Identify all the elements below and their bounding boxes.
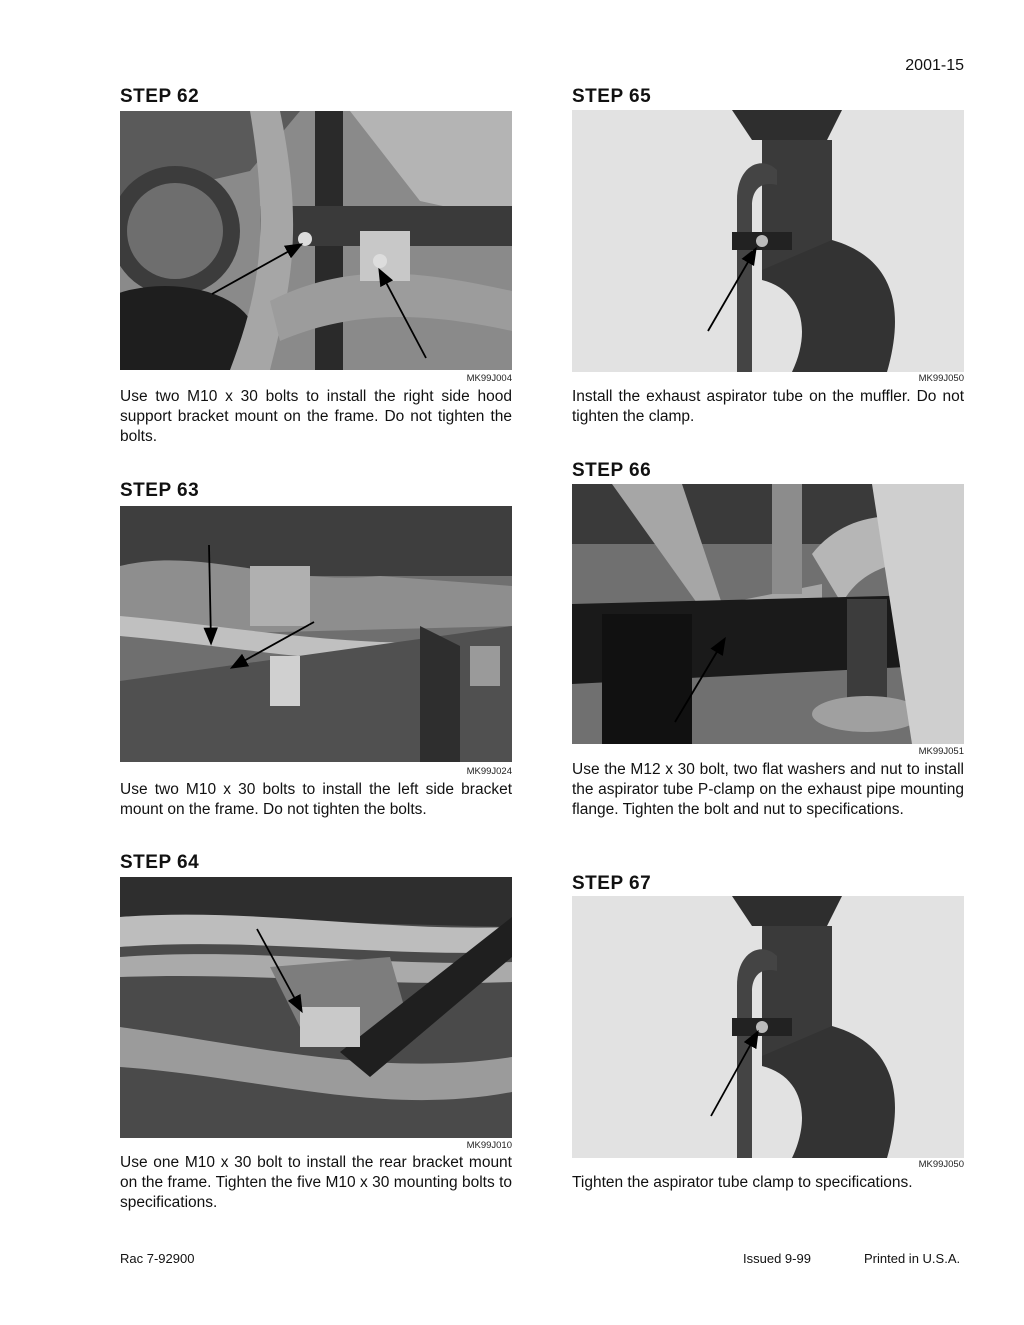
step-66-arrows <box>572 484 964 744</box>
step-62-code: MK99J004 <box>466 373 512 384</box>
step-64-photo <box>120 877 512 1138</box>
step-67-arrows <box>572 896 964 1158</box>
step-64-title: STEP 64 <box>120 852 200 873</box>
step-64-caption: Use one M10 x 30 bolt to install the rear bracket mount on the frame. Tighten the five M10 x 30 mounting bolts to specifications. <box>120 1154 512 1211</box>
step-62-arrows <box>120 111 512 370</box>
step-66-code: MK99J051 <box>918 746 964 757</box>
step-65-photo <box>572 110 964 372</box>
step-62-photo <box>120 111 512 370</box>
step-66-caption: Use the M12 x 30 bolt, two flat washers and nut to install the aspirator tube P-clamp on the exhaust pipe mounting flange. Tighten the bolt and nut to specifications. <box>572 761 964 818</box>
step-63-arrows <box>120 506 512 762</box>
step-65-code: MK99J050 <box>918 373 964 384</box>
footer-printed: Printed in U.S.A. <box>864 1251 961 1266</box>
step-64-arrows <box>120 877 512 1138</box>
step-67-photo <box>572 896 964 1158</box>
step-67-title: STEP 67 <box>572 873 652 894</box>
page-number: 2001-15 <box>905 57 964 74</box>
step-63-code: MK99J024 <box>466 766 512 777</box>
step-62-title: STEP 62 <box>120 86 200 107</box>
footer-doc-number: Rac 7-92900 <box>120 1251 195 1266</box>
step-65-title: STEP 65 <box>572 86 652 107</box>
step-67-caption: Tighten the aspirator tube clamp to specifications. <box>572 1174 913 1191</box>
step-63-title: STEP 63 <box>120 480 200 501</box>
step-66-photo <box>572 484 964 744</box>
step-62-caption: Use two M10 x 30 bolts to install the right side hood support bracket mount on the frame. Do not tighten the bolts. <box>120 388 512 445</box>
step-64-code: MK99J010 <box>466 1140 512 1151</box>
step-63-caption: Use two M10 x 30 bolts to install the left side bracket mount on the frame. Do not tighten the bolts. <box>120 781 512 818</box>
step-65-arrows <box>572 110 964 372</box>
step-65-caption: Install the exhaust aspirator tube on the muffler. Do not tighten the clamp. <box>572 388 964 425</box>
step-67-code: MK99J050 <box>918 1159 964 1170</box>
footer-issued: Issued 9-99 <box>743 1251 811 1266</box>
step-63-photo <box>120 506 512 762</box>
step-66-title: STEP 66 <box>572 460 652 481</box>
